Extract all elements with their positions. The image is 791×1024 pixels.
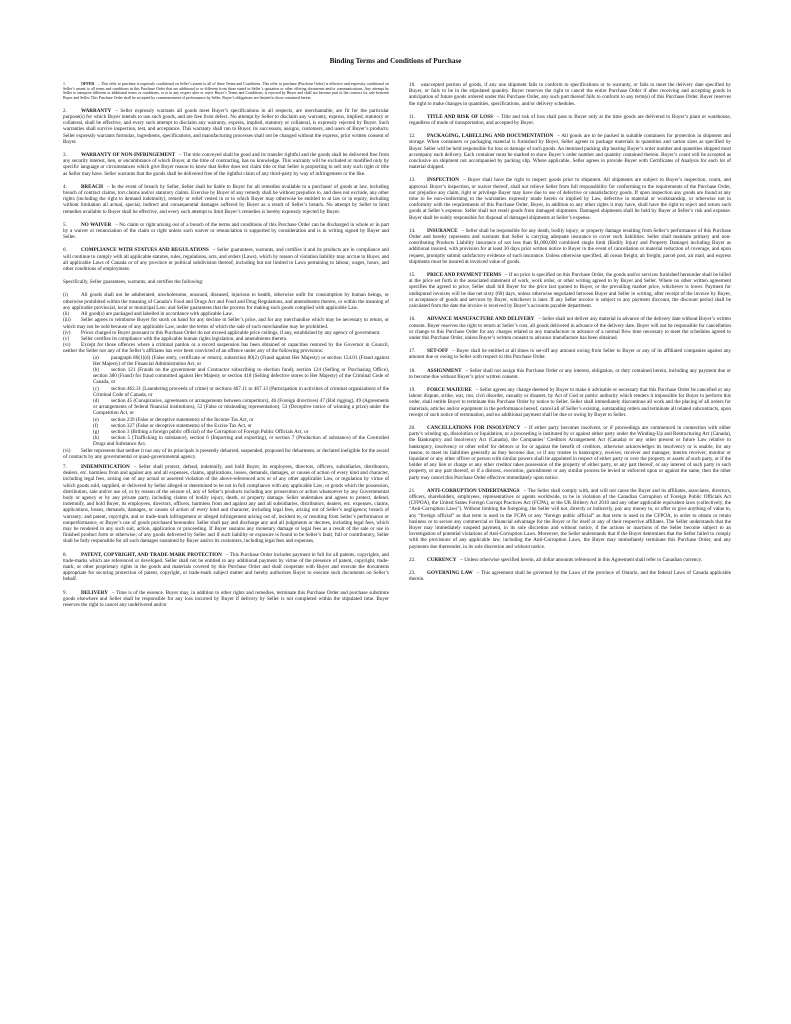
left-clauses-after (63, 464, 389, 608)
clause (63, 590, 389, 609)
clause-number: 23. (409, 570, 416, 576)
clause-heading: COMPLIANCE WITH STATUES AND REGULATIONS (81, 247, 209, 254)
compliance-item-text: section 239 (False or deceptive statements) of the Income Tax Act, or (111, 416, 254, 423)
compliance-item-number: (vi) (63, 447, 71, 454)
left-column (63, 82, 389, 1010)
clause (409, 368, 731, 380)
clause-text: – Seller shall not deliver any material in advance of the delivery date without Buyer’s written consent. Buyer reserves the right to return at Seller’s cost, all goods delivered in advance of the delivery date. Buyer will not be responsible for cancellation or change to this Purchase Order for any charges related to any manufacture in advance of a normal flow time necessary to meet the schedules agreed to under this Purchase Order, unless Buyer’s written consent to advance manufacture has been obtained. (409, 316, 731, 341)
clause-number: 5. (63, 221, 67, 228)
clause-text: – In the event of breach by Seller, Seller shall be liable to Buyer for all remedies available to a purchaser of goods at law, including breach of contract claims, tort claims and/or statutory claims. Exercise by Buyer of any remedy shall be without prejudice to, and does not exclude, any other rights (including the right to demand indemnity), remedy or relief vested in or to which Buyer may otherwise be entitled to at law or in equity, including without limitation all actual, special, indirect and consequential damages suffered by Buyer as a result of Seller’s breach. No attempt by Seller to limit remedies available to Buyer shall be effective, and every such attempt to limit Buyer’s remedies is hereby expressly rejected by Buyer. (63, 183, 389, 215)
compliance-intro: Specifically, Seller guarantees, warrants, and certifies the following: (63, 279, 204, 286)
compliance-item (63, 355, 389, 367)
clause-number: 3. (63, 152, 67, 159)
clause-heading: SET-OFF (427, 348, 449, 355)
clause (409, 82, 731, 107)
compliance-item-number: (a) (93, 354, 99, 361)
compliance-item-number: (vi) (63, 342, 71, 349)
clause-number: 14. (409, 227, 416, 234)
compliance-item-text: section 121 (Frauds on the government and Contractor subscribing to election fund), section 124 (Selling or Purchasing Office), section 380 (Fraud) for fraud committed against Her Majesty or section 418 (Selling defective stores to Her Majesty) of the Criminal Code of Canada, or (93, 366, 389, 386)
compliance-item (63, 292, 389, 311)
clause-heading: INSURANCE (427, 227, 458, 234)
clause-heading: WARRANTY OF NON-INFRINGEMENT (81, 152, 176, 159)
clause (409, 177, 731, 220)
compliance-item (63, 386, 389, 398)
compliance-item-number: (b) (93, 366, 99, 373)
clause-text: – Buyer shall be entitled at all times to set-off any amount owing from Seller to Buyer or any of its affiliated companies against any amount due or owing to Seller with respect to this Purchase Order. (409, 348, 731, 361)
clause-heading: GOVERNING LAW (427, 570, 473, 576)
clause (409, 316, 731, 341)
compliance-item-text: All good(s) are packaged and labelled in accordance with applicable Law. (81, 311, 233, 318)
clause (409, 272, 731, 309)
clause-text: – No claim or right arising out of a breach of the terms and conditions of this Purchase Order can be discharged in whole or in part by a waiver or renunciation of the claim or right unless such waiver or renunciation is supported by consideration and is in writing signed by Buyer and Seller. (63, 221, 389, 241)
clause-text: – Seller shall not assign this Purchase Order or any interest, obligation, or duty contained herein, including any payment due or to become due without Buyer’s prior written consent. (409, 367, 731, 380)
compliance-list (63, 292, 389, 459)
compliance-item-text: Prices charged to Buyer pursuant to this Purchase Order do not exceed applicable price ceilings, if any, established by any agency of government. (81, 329, 381, 336)
right-column (409, 82, 731, 1010)
clause (63, 552, 389, 583)
clause-heading: INSPECTION (427, 177, 459, 184)
compliance-item-text: Seller certifies its compliance with the applicable human rights legislation, and amendments thereto. (81, 335, 288, 342)
compliance-item-text: Except for those offences where a criminal pardon or a record suspension has been obtained or capacities restored by the Governor in Council, neither the Seller nor any of the Seller’s affiliates has ever been convicted of an offence under any of the following provisions: (63, 342, 389, 355)
clause-heading: PACKAGING, LABELLING AND DOCUMENTATION (427, 133, 554, 140)
compliance-item-number: (g) (93, 428, 99, 435)
clause-text: – The Seller shall comply with, and will not cause the Buyer and its affiliates, associates, directors, officers, shareholders, employees, representatives or agents worldwide, to be in violation of the Canadian Corruption of Foreign Public Officials Act (CFPOA), the United States Foreign Corrupt Practices Act (FCPA), or the UK Bribery Act 2010 and any other applicable equivalent laws (collectively, the “Anti-Corruption Laws”). Without limiting the foregoing, the Seller will not, directly or indirectly, pay any money to, or offer or give anything of value to, any “foreign official” as that term is used in the FCPA or any “foreign public official” as that term is used in the CFPOA, in order to obtain or retain business or to secure any commercial or financial advantage for the Buyer or for itself or any of their respective affiliates. The Seller understands that the Buyer may immediately suspend payment, in its sole discretion and without notice, if the actions or inactions of the Seller become subject to an investigation of potential violations of Anti-Corruption Laws. Moreover, the Seller understands that if the Buyer determines that the Seller failed to comply with the provisions of any applicable law, including the Anti-Corruption Laws, the Buyer may immediately terminate this Purchase Order, and any payments due thereunder, in its sole discretion and without notice. (409, 487, 731, 550)
clause-text: – Seller guarantees, warrants, and certifies it and its products are in compliance and will continue to comply with all applicable statutes, rules, regulations, acts, and orders (Laws), which by reason of violation liability may accrue to Buyer, and all applicable Laws of Canada or of any province or political subdivision thereof, including but not limited to Laws pertaining to labour, wages, hours, and other conditions of employment. (63, 247, 389, 273)
clause-heading: TITLE AND RISK OF LOSS (427, 113, 493, 120)
clause-number: 19. (409, 386, 416, 393)
compliance-item-text: section 5 (Trafficking in substance), section 6 (Importing and exporting), or section 7 (Production of substance) of the Controlled Drugs and Substance Act. (93, 435, 389, 448)
compliance-item-number: (v) (63, 335, 69, 342)
compliance-item-number: (h) (93, 435, 99, 442)
clause-number: 6. (63, 247, 67, 254)
clause (409, 488, 731, 550)
clause-text: – Title and risk of loss shall pass to Buyer only at the time goods are delivered to Buyer’s plant or warehouse, regardless of mode of transportation, and accepted by Buyer. (409, 113, 731, 127)
compliance-item-number: (e) (93, 416, 99, 423)
clause-heading: ANTI-CORRUPTION UNDERTAKINGS (427, 487, 520, 494)
clause-number: 20. (409, 424, 416, 431)
compliance-item (63, 448, 389, 460)
compliance-item-text: section 45 (Conspiracies, agreements or arrangements between competitors), 46 (Foreign directives) 47 (Bid rigging), 49 (Agreements or arrangements of federal financial institutions), 52 (False or misleading representation), 53 (Deceptive notice of winning a prize) under the Competition Act, or (93, 397, 389, 417)
clause (63, 464, 389, 545)
clause-heading: CANCELLATIONS FOR INSOLVENCY (427, 424, 521, 431)
clause-number: 12. (409, 133, 416, 140)
compliance-item-number: (iv) (63, 329, 71, 336)
document-title: Binding Terms and Conditions of Purchase (329, 57, 462, 65)
clause-number: 10. (409, 82, 416, 88)
compliance-item-text: section 3 (Bribing a foreign public official) of the Corruption of Foreign Public Officials Act, or (111, 428, 309, 435)
compliance-item-number: (i) (63, 292, 68, 299)
compliance-item-number: (ii) (63, 311, 70, 318)
clause-text: – Seller shall be responsible for any death, bodily injury, or property damage resulting from Seller’s performance of this Purchase Order and hereby represents and warrants that Seller is carrying adequate insurance to cover such liabilities. Seller shall maintain primary and non-contributing Products Liability insurance of not less than $1,000,000 combined single limit (Bodily Injury and Property Damage) including Buyer as additional insured, with provision for at least 30 days prior written notice to Buyer in the event of cancellation or material reduction of coverage, and upon request, promptly submit satisfactory evidence of such insurance. Unless otherwise specified, all ocean freight, air freight, parcel post, air mail, and express shipments must be insured at invoiced value of goods. (409, 227, 731, 265)
clause-text: – This Purchase Order includes payment in full for all patents, copyrights, and trade-marks which are referenced or developed. Seller shall not be entitled to any additional payment by virtue of the presence of patent, copyright, trade-mark, or other proprietary rights in the goods and materials covered by this Purchase Order and shall cooperate with Buyer and execute the documents appropriate for securing protection of patent, copyright, or trade-mark subject matter and hereby authorizes Buyer to execute such documents on Seller’s behalf. (63, 551, 389, 583)
clause-number: 9. (63, 589, 67, 596)
clause-text: – This agreement shall be governed by the Laws of the province of Ontario, and the federal Laws of Canada applicable therein. (409, 570, 731, 583)
compliance-item (63, 435, 389, 447)
clause-heading: ASSIGNMENT (427, 367, 462, 374)
clause (409, 114, 731, 126)
clause-heading: OFFER (81, 82, 95, 86)
clause-number: 2. (63, 107, 67, 114)
clause-text: – Buyer shall have the right to inspect goods prior to shipment. All shipments are subject to Buyer’s inspection, count, and approval. Buyer’s inspection, or waiver thereof, shall not relieve Seller from full responsibility for conforming to the requirements of the Purchase Order, nor prejudice any claim, right or privilege Buyer may have due to use of defective or unsatisfactory goods. If upon inspection any goods are found at any time to be non-conforming to the warranties expressly made herein or implied by Law, defective in material or workmanship, or otherwise not in conformity with the requirements of this Purchase Order, Buyer, in addition to any other rights it may have, shall have the right to reject and return such goods at Seller’s expense. Seller shall not resell goods from damaged shipments. Damaged shipments shall be held by Buyer at Seller’s risk and expense. Buyer shall be solely responsible for disposal of damaged shipments at Seller’s expense. (409, 177, 731, 221)
clause-number: 7. (63, 463, 67, 470)
clause-text: – Seller agrees any change deemed by Buyer to make it advisable or necessary that this Purchase Order be cancelled or any labour dispute, strike, war, riot, civil disorder, casualty or disaster, by Act of God or public authority which renders it impossible for Buyer to perform this order, shall entitle Buyer to terminate this Purchase Order by notice to Seller. Seller shall immediately discontinue all work and the placing of all orders for materials, articles and/or equipment in the performance hereof, cancel all of Seller’s existing, outstanding orders and terminate all related subcontracts, upon receipt of such notice of termination, and no additional payment shall be due or owing by Buyer to Seller. (409, 386, 731, 418)
clause-heading: ADVANCE MANUFACTURE AND DELIVERY (427, 316, 535, 323)
compliance-item-text: section 462.31 (Laundering proceeds of crime) or sections 467.11 to 467.13 (Participation in activities of criminal organization) of the Criminal Code of Canada, or (93, 385, 389, 398)
clause-heading: PRICE AND PAYMENT TERMS (427, 272, 502, 279)
compliance-item-text: All goods shall not be adulterated, unwholesome, unsound, diseased, injurious to health, otherwise unfit for consumption by human beings, or otherwise prohibited within the meaning of Canada’s Food and Drugs Act and Food and Drug Regulations, and amendments thereto, or within the meaning of any applicable provincial, local or municipal Law; and Seller guarantees that the process for making such goods complied with applicable Law. (63, 292, 389, 311)
clause (409, 557, 731, 563)
compliance-item-number: (iii) (63, 317, 71, 324)
clause-number: 11. (409, 113, 416, 120)
clause-heading: WARRANTY (81, 107, 112, 114)
clause-number: 4. (63, 183, 67, 190)
clause-number: 17. (409, 348, 416, 355)
clause (409, 348, 731, 360)
clause-text: – Seller shall protect, defend, indemnify, and hold Buyer, its employees, directors, officers, subsidiaries, distributors, dealers, etc. harmless from and against any and all expenses, claims, applications, losses, demands, damages, or causes of action of every kind and character, including legal fees, arising out of any actual or asserted violation of the above-referenced acts or of any other applicable Law, or regulation by virtue of which goods sold, supplied, or delivered by Seller alleged or determined to be not in full compliance with any applicable Law; or goods which the possession, distribution, sale and/or use of, or by reason of the seizure of, any of Seller’s products including any prosecution or action whatsoever by any Governmental body or agency or by any private party, including claims of bodily injury, death, or property damage. Seller undertakes and agrees to protect, defend, indemnify, and hold Buyer, its employees, directors, officers, harmless from and against any and all subsidiaries, distributors, dealers, etc. expenses, claims, applications, losses, demands, damages, or causes of action of every kind and character, including legal fees, arising out of Seller’s negligence; breach of warranty; and patent, copyright, and or trade-mark infringement or alleged infringement arising out of, incident to, or resulting from Seller’s performance or nonperformance, or Buyer’s use of goods purchased hereunder. Seller shall pay and discharge any and all judgments or decrees, including legal fees, which may be rendered in any such suit, action, application or proceeding. If Buyer sustains any monetary damage or legal fees as a result of the sale or use in finished product form or otherwise; of any goods delivered by Seller and if such liability or exposure is found to be Seller’s fault, full or contributory, Seller shall be fully responsible for all such damages sustained by Buyer and/or its customers, including legal fees and expenses. (63, 463, 389, 545)
clause-text: – If either party becomes insolvent, or if proceedings are commenced in connection with either party’s winding up, dissolution or liquidation, or a proceeding is instituted by or against either party under the Winding-Up and Restructuring Act (Canada), the Bankruptcy and Insolvency Act (Canada), the Companies’ Creditors Arrangement Act (Canada) or any other present or future Law relative to bankruptcy, insolvency or other relief for debtors or for or against the benefit of creditors, otherwise acknowledges its insolvency or is unable, for any reason, to meet its liabilities generally as they become due, or if any trustee in bankruptcy, receiver, receiver and manager, interim receiver, monitor or liquidator or any other officer or person with similar powers shall be appointed in respect of either party or over the property or assets of such party, or if the holder of any lien or charge or any other creditor takes possession of the property of either party, or any part thereof, or any interest of such party in such property, or any part thereof, or if a distress, execution, garnishment or any similar process be levied or enforced upon or against the same, then the other party may cancel this Purchase Order effective immediately upon notice. (409, 424, 731, 481)
clause (63, 82, 389, 101)
clause-text: – This offer to purchase is expressly conditional on Seller’s assent to all of these Terms and Conditions. This offer to purchase (Purchase Order) is effective and expressly conditional on Seller’s assent to all terms and conditions in this Purchase Order that are additional to or different from those stated in Seller’s quotation or other offering documents and/or communications. Any attempt by Seller to interpose different or additional terms or conditions, or to in any respect alter or reject Buyer’s Terms and Conditions, is rejected by Buyer and shall not become part of the contract for sale between Buyer and Seller. This Purchase Order shall be accepted by commencement of performance by Seller. Buyer’s obligations are limited to those contained herein. (63, 82, 389, 101)
clause-number: 21. (409, 487, 416, 494)
clause-number: 1. (63, 82, 66, 86)
compliance-item-text: section 327 (False or deceptive statements) of the Excise Tax Act, or (111, 422, 252, 429)
clause-heading: NO WAIVER (81, 221, 112, 228)
left-clauses (63, 82, 389, 272)
compliance-item (63, 317, 389, 329)
compliance-item (63, 398, 389, 417)
compliance-item-text: Seller represents that neither it nor any of its principals is presently debarred, suspended, proposed for debarment, or declared ineligible for the award of contracts by any governmental or quasi-governmental agency. (63, 447, 389, 460)
clause-number: 8. (63, 551, 67, 558)
clause-text: – Time is of the essence. Buyer may, in addition to other rights and remedies, terminate this Purchase Order and purchase substitute goods elsewhere and Seller shall be responsible for any loss incurred by Buyer if delivery by Seller is not completed within the stipulated time. Buyer reserves the right to cancel any undelivered and/or (63, 589, 389, 609)
compliance-item-number: (c) (93, 385, 99, 392)
compliance-item-number: (d) (93, 397, 99, 404)
clause-number: 22. (409, 556, 416, 563)
right-clauses (409, 82, 731, 582)
compliance-item (63, 342, 389, 354)
clause-heading: INDEMNIFICATION (81, 463, 130, 470)
clause (409, 133, 731, 170)
clause (63, 222, 389, 241)
clause (409, 425, 731, 481)
clause (63, 152, 389, 177)
clause-text: – Unless otherwise specified herein, all dollar amounts referenced in this Agreement shall refer to Canadian currency. (460, 556, 703, 563)
clause-heading: FORCE MAJEURE (427, 386, 472, 393)
clause-heading: PATENT, COPYRIGHT, AND TRADE-MARK PROTECTION (81, 551, 222, 558)
compliance-item-text: paragraph 80(1)(d) (False entry, certificate or return), subsection 80(2) (Fraud against Her Majesty) or section 154.01 (Fraud against Her Majesty) of the Financial Administration Act, or (93, 354, 389, 367)
clause-heading: BREACH (81, 183, 103, 190)
clause-text: – Seller expressly warrants all goods meet Buyer’s specifications in all respects, are merchantable, are fit for the particular purpose(s) for which Buyer intends to use such goods, and are free from defect. No attempt by Seller to disclaim any warranty, express, implied, statutory or collateral, shall be effective, and every such attempt to disclaim any warranty, express, implied, statutory or collateral, is expressly rejected by Buyer. Such warranties shall survive inspection, test, and acceptance. This warranty shall run to Buyer, its successors, assigns, customers, and users of Buyer’s products. Seller expressly warrants formulas, ingredients, specifications, and manufacturing processes shall not be changed without the express, prior written consent of Buyer. (63, 107, 389, 145)
compliance-item-number: (f) (93, 422, 99, 429)
clause (63, 247, 389, 272)
clause (63, 108, 389, 145)
clause-heading: CURRENCY (427, 556, 457, 563)
clause (409, 570, 731, 582)
clause-number: 16. (409, 316, 416, 323)
clause-number: 15. (409, 272, 416, 279)
clause (63, 184, 389, 215)
compliance-item (63, 367, 389, 386)
clause-text: – All goods are to be packed in suitable containers for protection in shipment and storage. When containers or packaging material is furnished by Buyer, Seller agrees to package materials in quantities and carton sizes as specified by Buyer. Seller will be held responsible for loss or damage of such goods. An itemized packing slip bearing Buyer’s order number and quantities shipped must accompany each delivery. Each container must be marked to show Buyer’s order number and quantity contained therein. Buyer’s count will be accepted as conclusive on shipment not accompanied by packing slip. Where applicable, Seller agrees to provide Buyer with Certificates of Analysis for each lot of material shipped. (409, 133, 731, 171)
compliance-item-text: Seller agrees to reimburse Buyer for stock on hand for any decline in Seller’s price, and for any merchandise which may be necessary to return, or which may not be sold because of any applicable Law, under the terms of which the sale of such merchandise may be prohibited. (63, 317, 389, 330)
clause-text: – If no price is specified on this Purchase Order, the goods and/or services furnished hereunder shall be billed at the price set forth in the associated statement of work, work order, or other writing agreed to by Buyer and Seller. Where no other written agreement specifies the agreed to price, Seller shall bill Buyer for the price last quoted to Buyer, or the prevailing market price, whichever is lower. Payment for undisputed invoices will be due net sixty (60) days, unless otherwise negotiated between Buyer and Seller in writing, after receipt of the invoice by Buyer, or acceptance of goods and services by Buyer, whichever is later. If any Seller invoice is subject to any payment discount, the discount period shall be calculated from the date the invoice is received by Buyer’s accounts payable department. (409, 272, 731, 310)
clause-heading: DELIVERY (81, 589, 108, 596)
clause-number: 18. (409, 367, 416, 374)
clause-number: 13. (409, 177, 416, 184)
clause-text: – The title conveyed shall be good and its transfer rightful and the goods shall be delivered free from any security interest, lien, or encumbrance of which Buyer, at the time of contracting, has no knowledge. This warranty will be excluded or modified only by specific language or circumstances which give Buyer reason to know that Seller does not claim title or that Seller is purporting to sell only such right or title as Seller may have. Seller warrants that the goods shall be delivered free of the rightful claim of any third-party by way of infringement or the like. (63, 152, 389, 177)
clause (409, 228, 731, 265)
clause-text: unaccepted portion of goods, if any one shipment fails to conform to specifications or to warranty, or fails to meet the delivery date specified by Buyer, or fails to be in the stipulated quantity. Buyer reserves the right to cancel the entire Purchase Order if after receiving and accepting goods in anticipation of future goods ordered under this Purchase Order, any such part thereof fails to conform to any term(s) of this Purchase Order. Buyer reserves the right to make changes in quantities, specifications, and/or delivery schedules. (409, 82, 731, 107)
clause (409, 387, 731, 418)
